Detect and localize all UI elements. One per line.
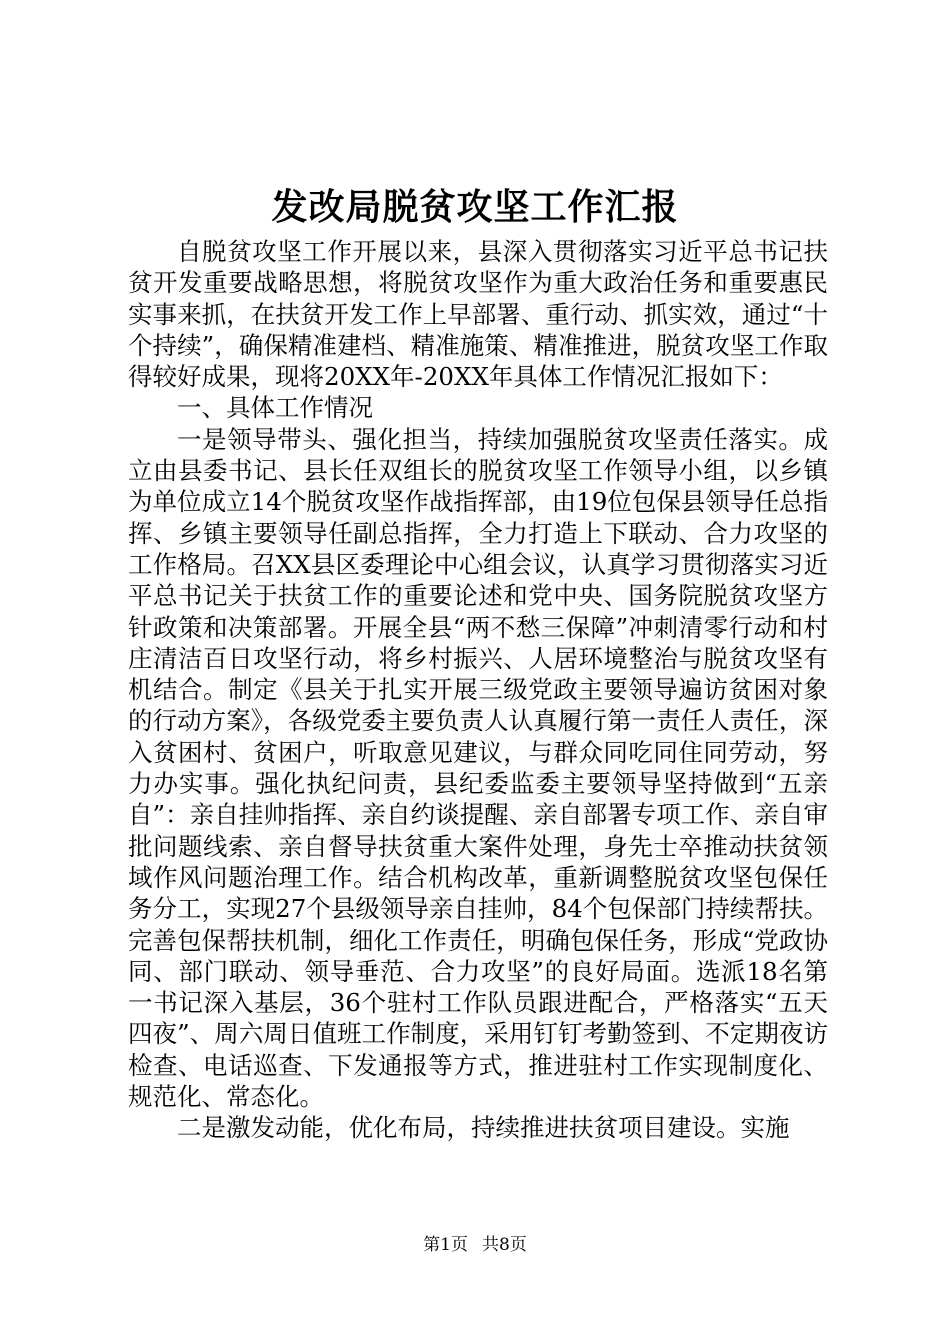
document-title: 发改局脱贫攻坚工作汇报 (271, 186, 679, 228)
page-footer (0, 1233, 950, 1257)
page-total: 共8页 (482, 1235, 527, 1255)
body-paragraph-2: 二是激发动能，优化布局，持续推进扶贫项目建设。实施 (177, 1113, 790, 1143)
page-number: 第1页 (423, 1235, 468, 1255)
body-paragraph-1: 一是领导带头、强化担当，持续加强脱贫攻坚责任落实。成立由县委书记、县长任双组长的脱贫攻坚工作领导小组，以乡镇为单位成立14个脱贫攻坚作战指挥部，由19位包保县领导任总指挥、乡镇主要领导任副总指挥，全力打造上下联动、合力攻坚的工作格局。召XX县区委理论中心组会议，认真学习贯彻落实习近平总书记关于扶贫工作的重要论述和党中央、国务院脱贫攻坚方针政策和决策部署。开展全县“两不愁三保障”冲刺清零行动和村庄清洁百日攻坚行动，将乡村振兴、人居环境整治与脱贫攻坚有机结合。制定《县关于扎实开展三级党政主要领导遍访贫困对象的行动方案》，各级党委主要负责人认真履行第一责任人责任，深入贫困村、贫困户，听取意见建议，与群众同吃同住同劳动，努力办实事。强化执纪问责，县纪委监委主要领导坚持做到“五亲自”：亲自挂帅指挥、亲自约谈提醒、亲自部署专项工作、亲自审批问题线索、亲自督导扶贫重大案件处理，身先士卒推动扶贫领域作风问题治理工作。结合机构改革，重新调整脱贫攻坚包保任务分工，实现27个县级领导亲自挂帅，84个包保部门持续帮扶。完善包保帮扶机制，细化工作责任，明确包保任务，形成“党政协同、部门联动、领导垂范、合力攻坚”的良好局面。选派18名第一书记深入基层，36个驻村工作队员跟进配合，严格落实“五天四夜”、周六周日值班工作制度，采用钉钉考勤签到、不定期夜访检查、电话巡查、下发通报等方式，推进驻村工作实现制度化、规范化、常态化。 (128, 424, 828, 1112)
section-heading: 一、具体工作情况 (177, 393, 373, 423)
intro-paragraph: 自脱贫攻坚工作开展以来，县深入贯彻落实习近平总书记扶贫开发重要战略思想，将脱贫攻坚作为重大政治任务和重要惠民实事来抓，在扶贫开发工作上早部署、重行动、抓实效，通过“十个持续”，确保精准建档、精准施策、精准推进，脱贫攻坚工作取得较好成果，现将20XX年-20XX年具体工作情况汇报如下： (128, 237, 828, 392)
document-body (128, 236, 828, 1144)
